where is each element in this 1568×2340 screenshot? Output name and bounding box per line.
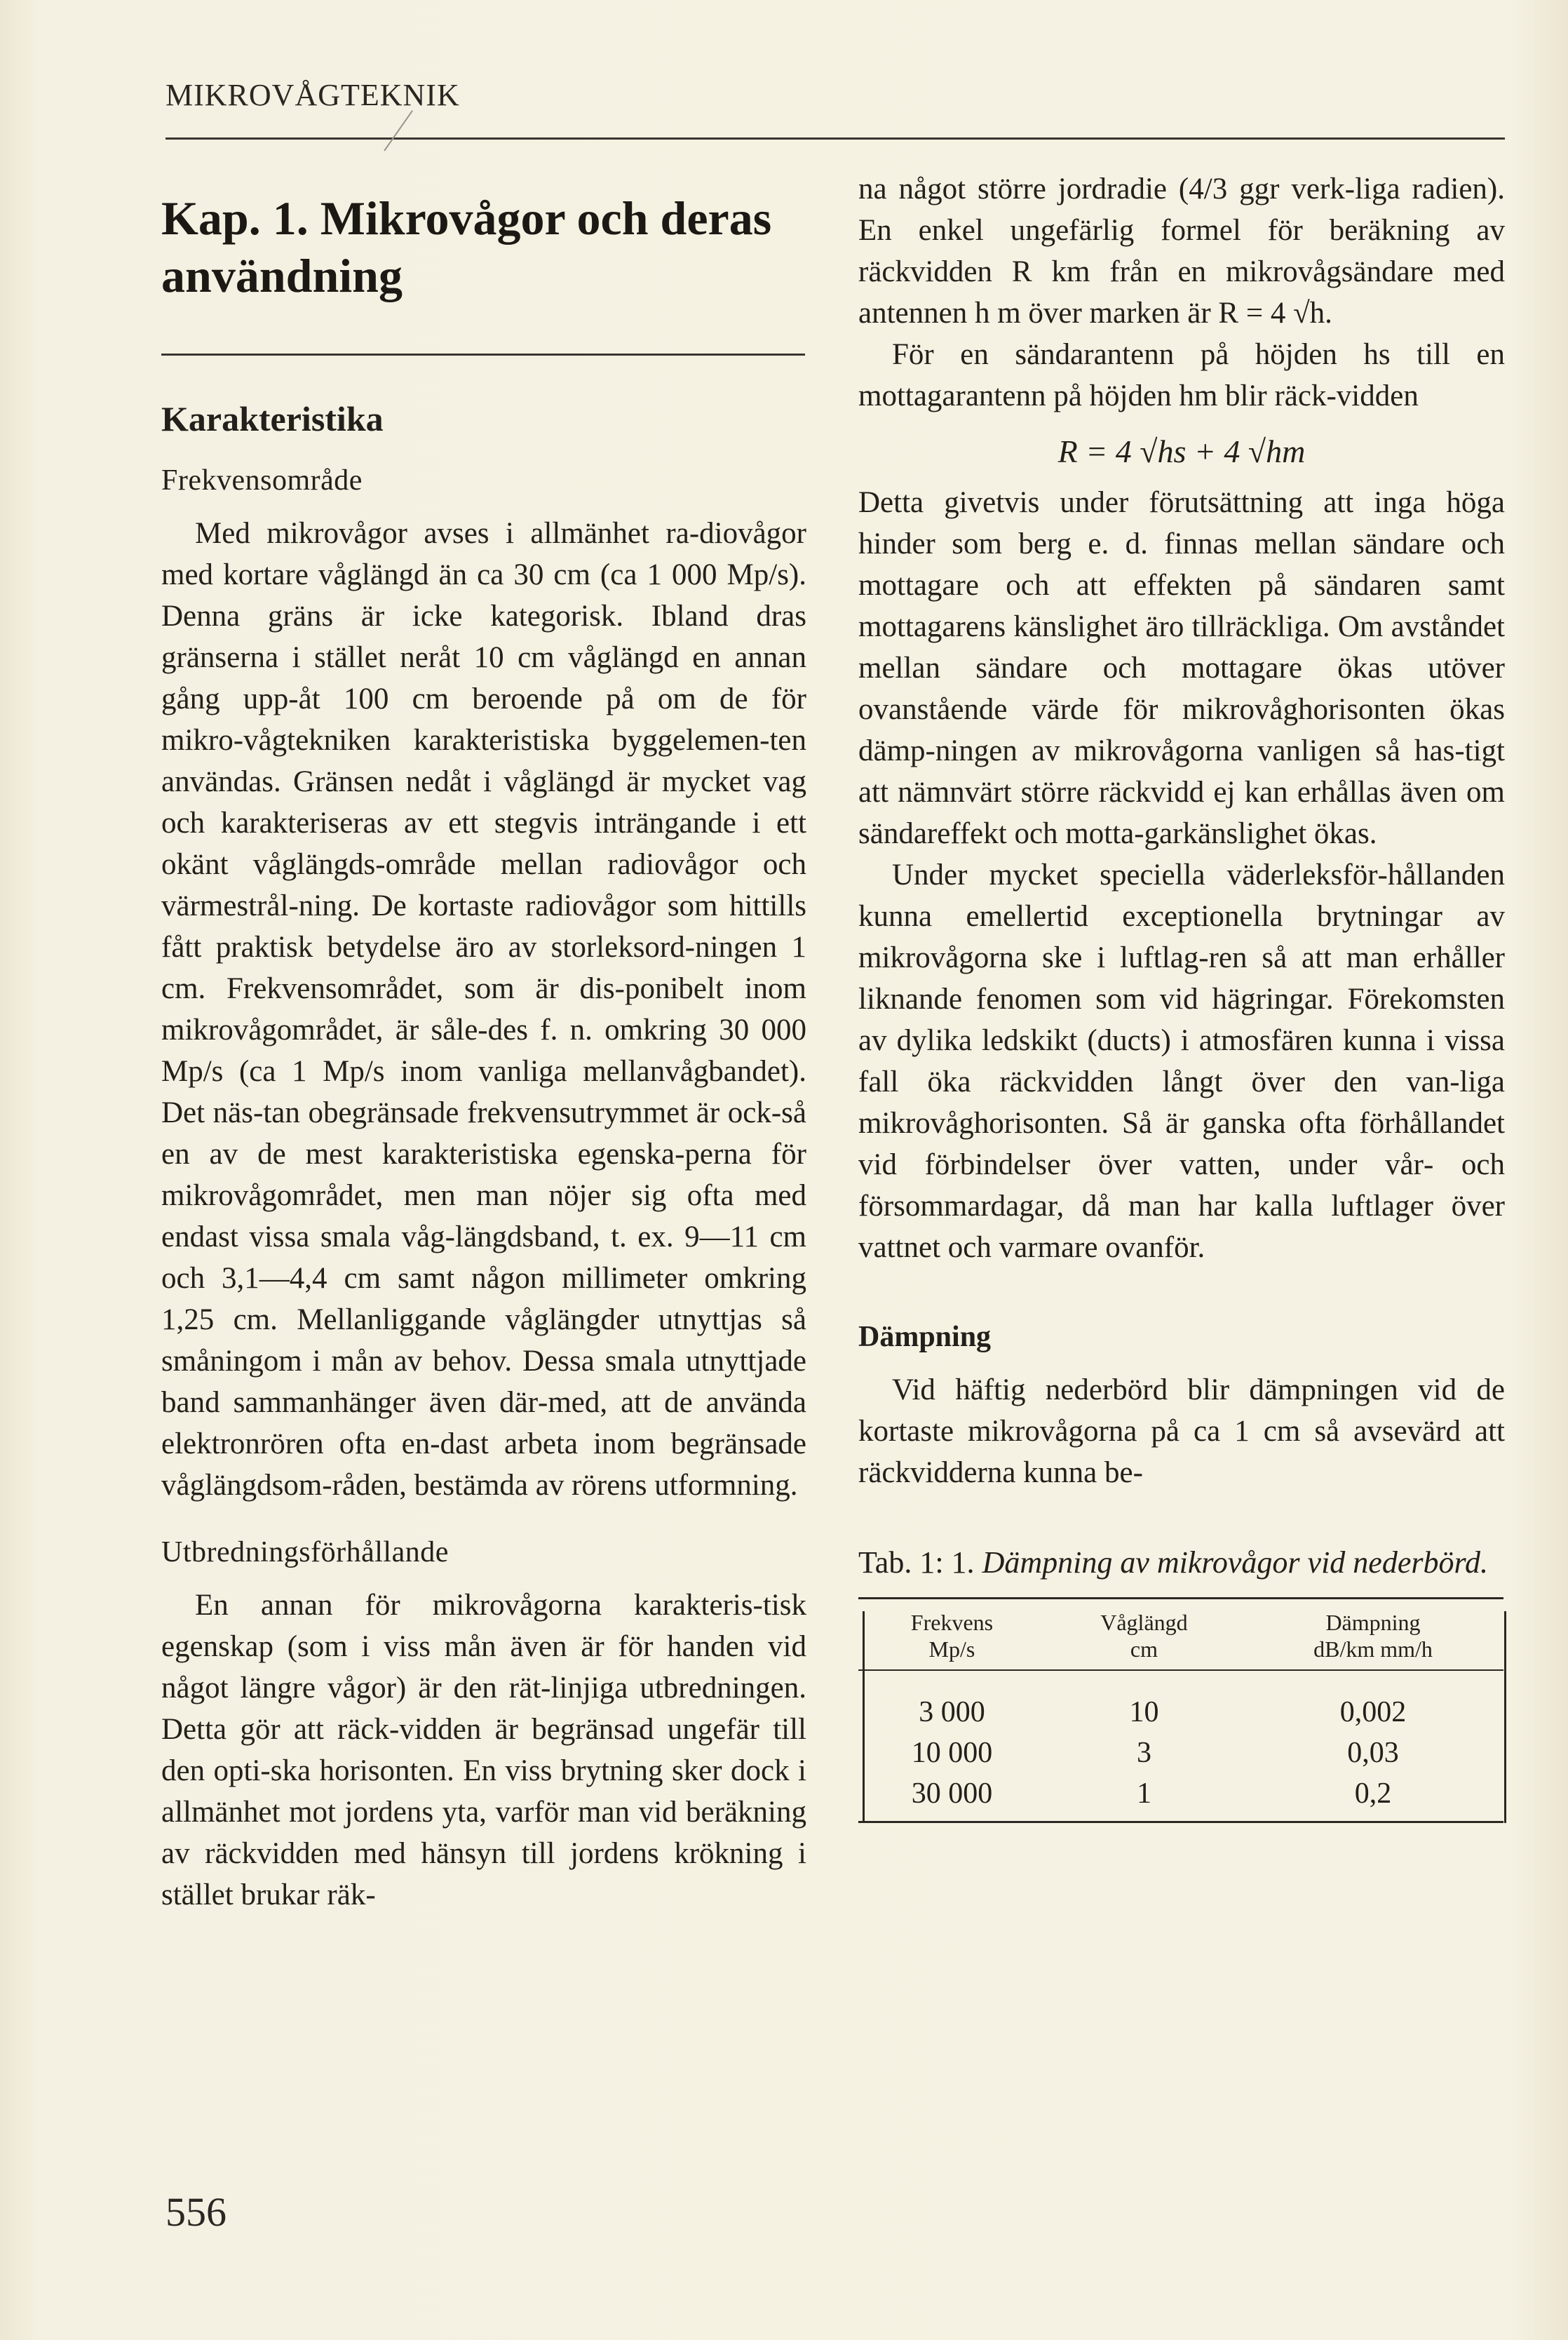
table-cell: 1 — [1136, 1777, 1151, 1810]
chapter-title: Kap. 1. Mikrovågor och deras användning — [161, 191, 772, 302]
paragraph-frekvensomrade: Med mikrovågor avses i allmänhet ra‑diovågor med kortare våglängd än ca 30 cm (ca 1 000 Mp/s). Denna gräns är icke kategorisk. Ibland dras gränserna i stället neråt 10 cm våglängd en annan gång upp‑åt 100 cm beroende på om de för mikro‑vågtekniken karakteristiska byggelemen‑ten användas. Gränsen nedåt i våglängd är mycket vag och karakteriseras av ett stegvis inträngande i ett okänt våglängds‑område mellan radiovågor och värmestrål‑ning. De kortaste radiovågor som hittills fått praktisk betydelse äro av storleksord‑ningen 1 cm. Frekvensområdet, som är dis‑ponibelt inom mikrovågområdet, är såle‑des f. n. omkring 30 000 Mp/s (ca 1 Mp/s inom vanliga mellanvågbandet). Det näs‑tan obegränsade frekvensutrymmet är ock‑så en av de mest karakteristiska egenska‑perna för mikrovågområdet, men man nöjer sig ofta med endast vissa smala våg‑längdsband, t. ex. 9—11 cm och 3,1—4,4 cm samt någon millimeter omkring 1,25 cm. Mellanliggande våglängder utnyttjas så småningom i mån av behov. Dessa smala utnyttjade band sammanhänger även där‑med, att de använda elektronrören ofta en‑dast arbeta inom begränsade våglängdsom‑råden, bestämda av rörens utformning. — [161, 517, 806, 1502]
paragraph-vaderlek: Under mycket speciella väderleksför‑hållanden kunna emellertid exceptionella brytningar av mikrovågorna ske i luftlag‑ren så att man erhåller liknande fenomen som vid hägringar. Förekomsten av dylika ledskikt (ducts) i atmosfären kunna i vissa fall öka räckvidden långt över den van‑liga mikrovåghorisonten. Så är ganska ofta förhållandet vid förbindelser över vatten, under vår‑ och försommardagar, då man har kalla luftlager över vattnet och varmare ovanför. — [858, 859, 1505, 1264]
table-cell: 0,2 — [1354, 1777, 1392, 1810]
paragraph-forutsattning: Detta givetvis under förutsättning att inga höga hinder som berg e. d. finnas mellan sändare och mottagare och att effekten på sändaren samt mottagarens känslighet äro tillräckliga. Om avståndet mellan sändare och mottagare ökas utöver ovanstående värde för mikrovåghorisonten ökas dämp‑ningen av mikrovågorna vanligen så has‑tigt att nämnvärt större räckvidd ej kan erhållas även om sändareffekt och motta‑garkänslighet ökas. — [858, 486, 1505, 850]
table-wrapper — [858, 1597, 1505, 1823]
subheading-dampning: Dämpning — [858, 1321, 992, 1353]
range-formula: R = 4 √hs + 4 √hm — [1057, 433, 1306, 469]
paragraph-dampning: Vid häftig nederbörd blir dämpningen vid de kortaste mikrovågorna på ca 1 cm så avsevärd att räckvidderna kunna be‑ — [858, 1373, 1505, 1489]
column-header-line: Frekvens — [910, 1610, 994, 1635]
table-right-border — [1504, 1611, 1506, 1823]
table-row — [858, 1773, 1503, 1822]
table-cell: 0,002 — [1339, 1696, 1407, 1728]
pencil-mark — [384, 110, 413, 151]
spacer — [161, 1506, 806, 1533]
column-header-line: Dämpning — [1325, 1610, 1421, 1635]
attenuation-table — [858, 1597, 1503, 1823]
page-number: 556 — [165, 2189, 227, 2235]
subheading-frekvensomrade: Frekvensområde — [161, 464, 363, 497]
table-caption — [858, 1542, 1505, 1583]
subheading-utbredning: Utbredningsförhållande — [161, 1536, 449, 1568]
paragraph-sandarantenn: För en sändarantenn på höjden hs till en mottagarantenn på höjden hm blir räck‑vidden — [858, 338, 1505, 412]
column-header-unit: cm — [1130, 1636, 1158, 1662]
table-cell: 3 — [1136, 1737, 1151, 1769]
table-header-row — [858, 1599, 1503, 1671]
table-row — [858, 1670, 1503, 1733]
column-header-unit: Mp/s — [928, 1636, 975, 1662]
table-label: Tab. 1: 1. — [858, 1545, 975, 1580]
right-column — [858, 168, 1505, 1823]
table-cell: 10 000 — [911, 1737, 993, 1769]
table-cell: 3 000 — [919, 1696, 985, 1728]
column-header — [1243, 1599, 1503, 1671]
table-cell: 0,03 — [1347, 1737, 1399, 1769]
paragraph-jordradie: na något större jordradie (4/3 ggr verk‑liga radien). En enkel ungefärlig formel för beräkning av räckvidden R km från en mikrovågsändare med antennen h m över marken är R = 4 √h. — [858, 173, 1505, 330]
header-rule — [165, 137, 1505, 140]
column-header — [1046, 1599, 1243, 1671]
running-header: MIKROVÅGTEKNIK — [165, 78, 460, 112]
chapter-rule — [161, 354, 805, 356]
paragraph-utbredning: En annan för mikrovågorna karakteris‑tisk egenskap (som i viss mån även är för handen vid något längre vågor) är den rät‑linjiga utbredningen. Detta gör att räck‑vidden är begränsad ungefär till den opti‑ska horisonten. En viss brytning sker dock i allmänhet mot jordens yta, varför man vid beräkning av räckvidden med hänsyn till jordens krökning i stället brukar räk‑ — [161, 1589, 806, 1911]
table-left-border — [863, 1611, 865, 1823]
table-cell: 30 000 — [911, 1777, 993, 1810]
section-heading: Karakteristika — [161, 399, 384, 438]
table-title: Dämpning av mikrovågor vid nederbörd. — [982, 1545, 1488, 1580]
table-cell: 10 — [1129, 1696, 1159, 1728]
column-header-unit: dB/km mm/h — [1313, 1636, 1433, 1662]
table-row — [858, 1733, 1503, 1773]
left-column — [161, 168, 806, 1916]
column-header-line: Våglängd — [1100, 1610, 1188, 1635]
column-header — [858, 1599, 1046, 1671]
